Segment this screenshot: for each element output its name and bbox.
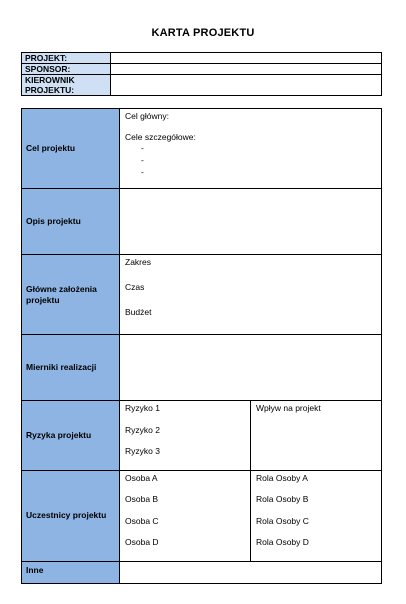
other-label: Inne [22, 561, 120, 583]
role-item: Rola Osoby A [256, 472, 308, 483]
goal-cell[interactable] [120, 109, 382, 189]
manager-label-line-2: PROJEKTU: [25, 85, 75, 95]
impact-column [250, 401, 381, 470]
risks-cell[interactable] [120, 401, 382, 471]
sponsor-label: SPONSOR: [22, 64, 111, 75]
role-item: Rola Osoby B [256, 494, 309, 504]
assumption-item: Czas [125, 282, 145, 292]
manager-value-field[interactable] [111, 75, 382, 96]
people-list [120, 471, 250, 561]
risk-item: Ryzyko 1 [125, 403, 160, 413]
bullet-item: - [141, 143, 144, 153]
person-item: Osoba C [125, 515, 159, 526]
measures-label: Mierniki realizacji [22, 335, 120, 401]
role-item: Rola Osoby D [256, 537, 309, 547]
assumption-item: Zakres [125, 257, 151, 267]
page-title: KARTA PROJEKTU [151, 27, 255, 39]
roles-list [250, 471, 381, 561]
manager-label-line-1: KIEROWNIK [25, 75, 75, 85]
risks-label: Ryzyka projektu [22, 401, 120, 471]
person-item: Osoba D [125, 537, 159, 547]
person-item: Osoba A [125, 472, 158, 483]
goal-label: Cel projektu [22, 109, 120, 189]
risk-item: Ryzyko 3 [125, 446, 160, 456]
manager-label [22, 75, 111, 96]
project-card-table [21, 108, 382, 584]
risks-list [120, 401, 250, 470]
project-label: PROJEKT: [22, 53, 111, 64]
role-item: Rola Osoby C [256, 515, 309, 526]
assumption-item: Budżet [125, 307, 152, 317]
bullet-item: - [141, 167, 144, 177]
impact-label: Wpływ na projekt [256, 403, 321, 413]
risk-item: Ryzyko 2 [125, 424, 160, 435]
specific-goals-text: Cele szczegółowe: [125, 132, 196, 142]
participants-cell[interactable] [120, 470, 382, 561]
sponsor-value-field[interactable] [111, 64, 382, 75]
description-label: Opis projektu [22, 189, 120, 255]
project-value-field[interactable] [111, 53, 382, 64]
person-item: Osoba B [125, 494, 159, 504]
bullet-item: - [141, 155, 144, 165]
assumptions-label: Główne założenia projektu [22, 255, 120, 335]
description-cell[interactable] [120, 189, 382, 255]
measures-cell[interactable] [120, 335, 382, 401]
participants-label: Uczestnicy projektu [22, 470, 120, 561]
other-cell[interactable] [120, 561, 382, 583]
header-table [21, 52, 382, 96]
assumptions-cell[interactable] [120, 255, 382, 335]
main-goal-text: Cel główny: [125, 111, 169, 121]
